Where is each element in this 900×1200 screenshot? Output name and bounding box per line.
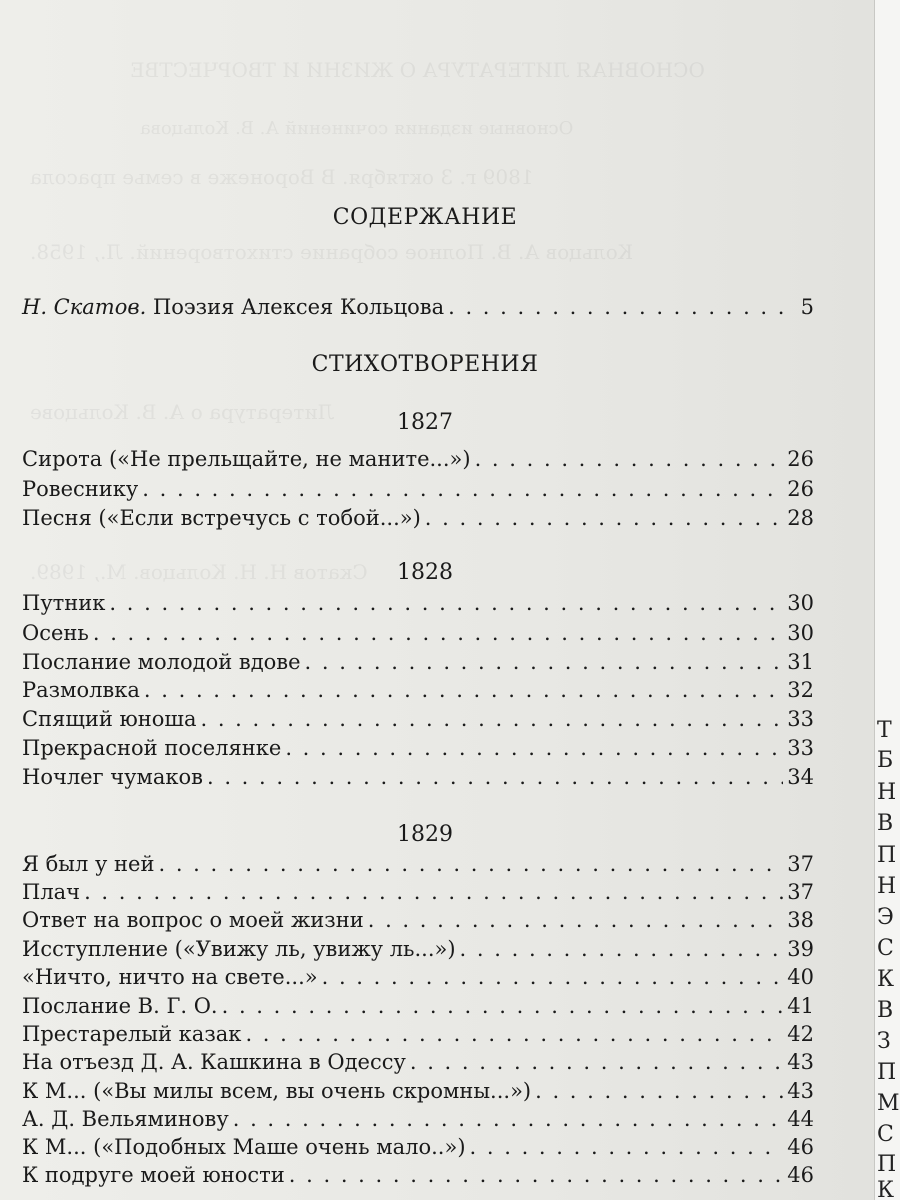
intro-title: Поэзия Алексея Кольцова xyxy=(152,295,445,319)
entry-title: К подруге моей юности xyxy=(22,1163,285,1187)
bleed-through-text: 1809 г. 3 октября. В Воронеже в семье прасола xyxy=(30,165,534,189)
toc-entry[interactable] xyxy=(22,994,814,1024)
page-number: 37 xyxy=(787,880,814,904)
page-number: 44 xyxy=(787,1107,814,1131)
page-number: 37 xyxy=(787,852,814,876)
dot-leader xyxy=(93,621,783,645)
entry-title: Ровеснику xyxy=(22,477,139,501)
bleed-through-text: Основные издания сочинений А. В. Кольцова xyxy=(140,118,574,139)
edge-letter: Н xyxy=(877,780,897,805)
year-heading: 1827 xyxy=(397,410,453,435)
page-number: 41 xyxy=(787,994,814,1018)
dot-leader xyxy=(109,591,783,615)
entry-title: Послание В. Г. О. xyxy=(22,994,218,1018)
edge-letter: Т xyxy=(877,718,892,743)
edge-letter: П xyxy=(877,1060,897,1085)
toc-entry[interactable] xyxy=(22,477,814,507)
entry-title: Престарелый казак xyxy=(22,1022,242,1046)
toc-entry[interactable] xyxy=(22,1022,814,1052)
toc-entry-intro[interactable] xyxy=(22,295,814,325)
entry-title: К М... («Подобных Маше очень мало..») xyxy=(22,1135,466,1159)
entry-title: Размолвка xyxy=(22,678,140,702)
dot-leader xyxy=(144,678,783,702)
toc-entry[interactable] xyxy=(22,678,814,708)
dot-leader xyxy=(200,707,783,731)
toc-entry[interactable] xyxy=(22,1079,814,1109)
dot-leader xyxy=(460,937,784,961)
entry-title: На отъезд Д. А. Кашкина в Одессу xyxy=(22,1050,406,1074)
intro-author: Н. Скатов. xyxy=(22,295,147,319)
entry-title: Сирота («Не прельщайте, не маните...») xyxy=(22,447,471,471)
dot-leader xyxy=(322,965,784,989)
page-number: 32 xyxy=(787,678,814,702)
bleed-through-text: ОСНОВНАЯ ЛИТЕРАТУРА О ЖИЗНИ И ТВОРЧЕСТВЕ xyxy=(130,58,705,82)
edge-letter: П xyxy=(877,1152,897,1177)
dot-leader xyxy=(535,1079,783,1103)
edge-letter: Б xyxy=(877,748,894,773)
entry-title: Исступление («Увижу ль, увижу ль...») xyxy=(22,937,456,961)
toc-entry[interactable] xyxy=(22,852,814,882)
page-number: 30 xyxy=(787,591,814,615)
dot-leader xyxy=(305,650,784,674)
edge-letter: С xyxy=(877,936,894,961)
entry-title: Ночлег чумаков xyxy=(22,765,203,789)
page-number: 43 xyxy=(787,1050,814,1074)
bleed-through-text: Скатов Н. Н. Кольцов. М., 1989. xyxy=(30,560,368,584)
toc-entry[interactable] xyxy=(22,707,814,737)
dot-leader xyxy=(475,447,784,471)
toc-entry[interactable] xyxy=(22,1050,814,1080)
dot-leader xyxy=(207,765,783,789)
toc-entry[interactable] xyxy=(22,880,814,910)
edge-letter: К xyxy=(877,1178,895,1200)
page-number: 42 xyxy=(787,1022,814,1046)
edge-letter: Э xyxy=(877,905,894,930)
page-number: 46 xyxy=(787,1163,814,1187)
toc-heading: СОДЕРЖАНИЕ xyxy=(332,205,518,230)
dot-leader xyxy=(233,1107,784,1131)
edge-letter: В xyxy=(877,998,894,1023)
toc-entry[interactable] xyxy=(22,908,814,938)
edge-letter: В xyxy=(877,811,894,836)
year-heading: 1829 xyxy=(397,822,453,847)
entry-title: Я был у ней xyxy=(22,852,155,876)
page-number: 40 xyxy=(787,965,814,989)
page-number: 34 xyxy=(787,765,814,789)
edge-letter: М xyxy=(877,1091,900,1116)
edge-letter: П xyxy=(877,843,897,868)
toc-entry[interactable] xyxy=(22,965,814,995)
dot-leader xyxy=(245,1022,783,1046)
year-heading: 1828 xyxy=(397,560,453,585)
toc-entry[interactable] xyxy=(22,506,814,536)
page-number: 33 xyxy=(787,707,814,731)
dot-leader xyxy=(158,852,783,876)
page-number: 5 xyxy=(800,295,814,319)
toc-entry[interactable] xyxy=(22,1135,814,1165)
section-heading: СТИХОТВОРЕНИЯ xyxy=(311,352,539,377)
bleed-through-text: Кольцов А. В. Полное собрание стихотворений. Л., 1958. xyxy=(30,240,634,264)
dot-leader xyxy=(470,1135,784,1159)
entry-title: Прекрасной поселянке xyxy=(22,736,282,760)
entry-title: А. Д. Вельяминову xyxy=(22,1107,229,1131)
entry-title: Песня («Если встречусь с тобой...») xyxy=(22,506,421,530)
dot-leader xyxy=(222,994,784,1018)
toc-entry[interactable] xyxy=(22,650,814,680)
page-number: 33 xyxy=(787,736,814,760)
entry-title: Ответ на вопрос о моей жизни xyxy=(22,908,364,932)
toc-entry[interactable] xyxy=(22,937,814,967)
page-number: 28 xyxy=(787,506,814,530)
page-number: 46 xyxy=(787,1135,814,1159)
bleed-through-text: Литература о А. В. Кольцове xyxy=(30,400,335,424)
dot-leader xyxy=(84,880,783,904)
dot-leader xyxy=(368,908,784,932)
entry-title: Послание молодой вдове xyxy=(22,650,301,674)
page-number: 43 xyxy=(787,1079,814,1103)
toc-entry[interactable] xyxy=(22,591,814,621)
dot-leader xyxy=(425,506,783,530)
dot-leader xyxy=(285,736,783,760)
toc-entry[interactable] xyxy=(22,736,814,766)
dot-leader xyxy=(289,1163,783,1187)
toc-entry[interactable] xyxy=(22,447,814,477)
dot-leader xyxy=(448,295,797,319)
edge-letter: С xyxy=(877,1122,894,1147)
adjacent-page-edge xyxy=(874,0,900,1200)
entry-title: К М... («Вы милы всем, вы очень скромны...») xyxy=(22,1079,532,1103)
page-number: 30 xyxy=(787,621,814,645)
toc-entry[interactable] xyxy=(22,621,814,651)
entry-title: Осень xyxy=(22,621,89,645)
edge-letter: К xyxy=(877,967,895,992)
page-number: 26 xyxy=(787,447,814,471)
entry-title: Путник xyxy=(22,591,106,615)
edge-letter: З xyxy=(877,1029,891,1054)
page-number: 38 xyxy=(787,908,814,932)
entry-title: «Ничто, ничто на свете...» xyxy=(22,965,318,989)
page-number: 26 xyxy=(787,477,814,501)
edge-letter: Н xyxy=(877,874,897,899)
toc-entry[interactable] xyxy=(22,1163,814,1193)
toc-entry[interactable] xyxy=(22,1107,814,1137)
page-number: 39 xyxy=(787,937,814,961)
toc-entry[interactable] xyxy=(22,765,814,795)
dot-leader xyxy=(142,477,783,501)
page-number: 31 xyxy=(787,650,814,674)
dot-leader xyxy=(410,1050,783,1074)
entry-title: Спящий юноша xyxy=(22,707,197,731)
entry-title: Плач xyxy=(22,880,81,904)
